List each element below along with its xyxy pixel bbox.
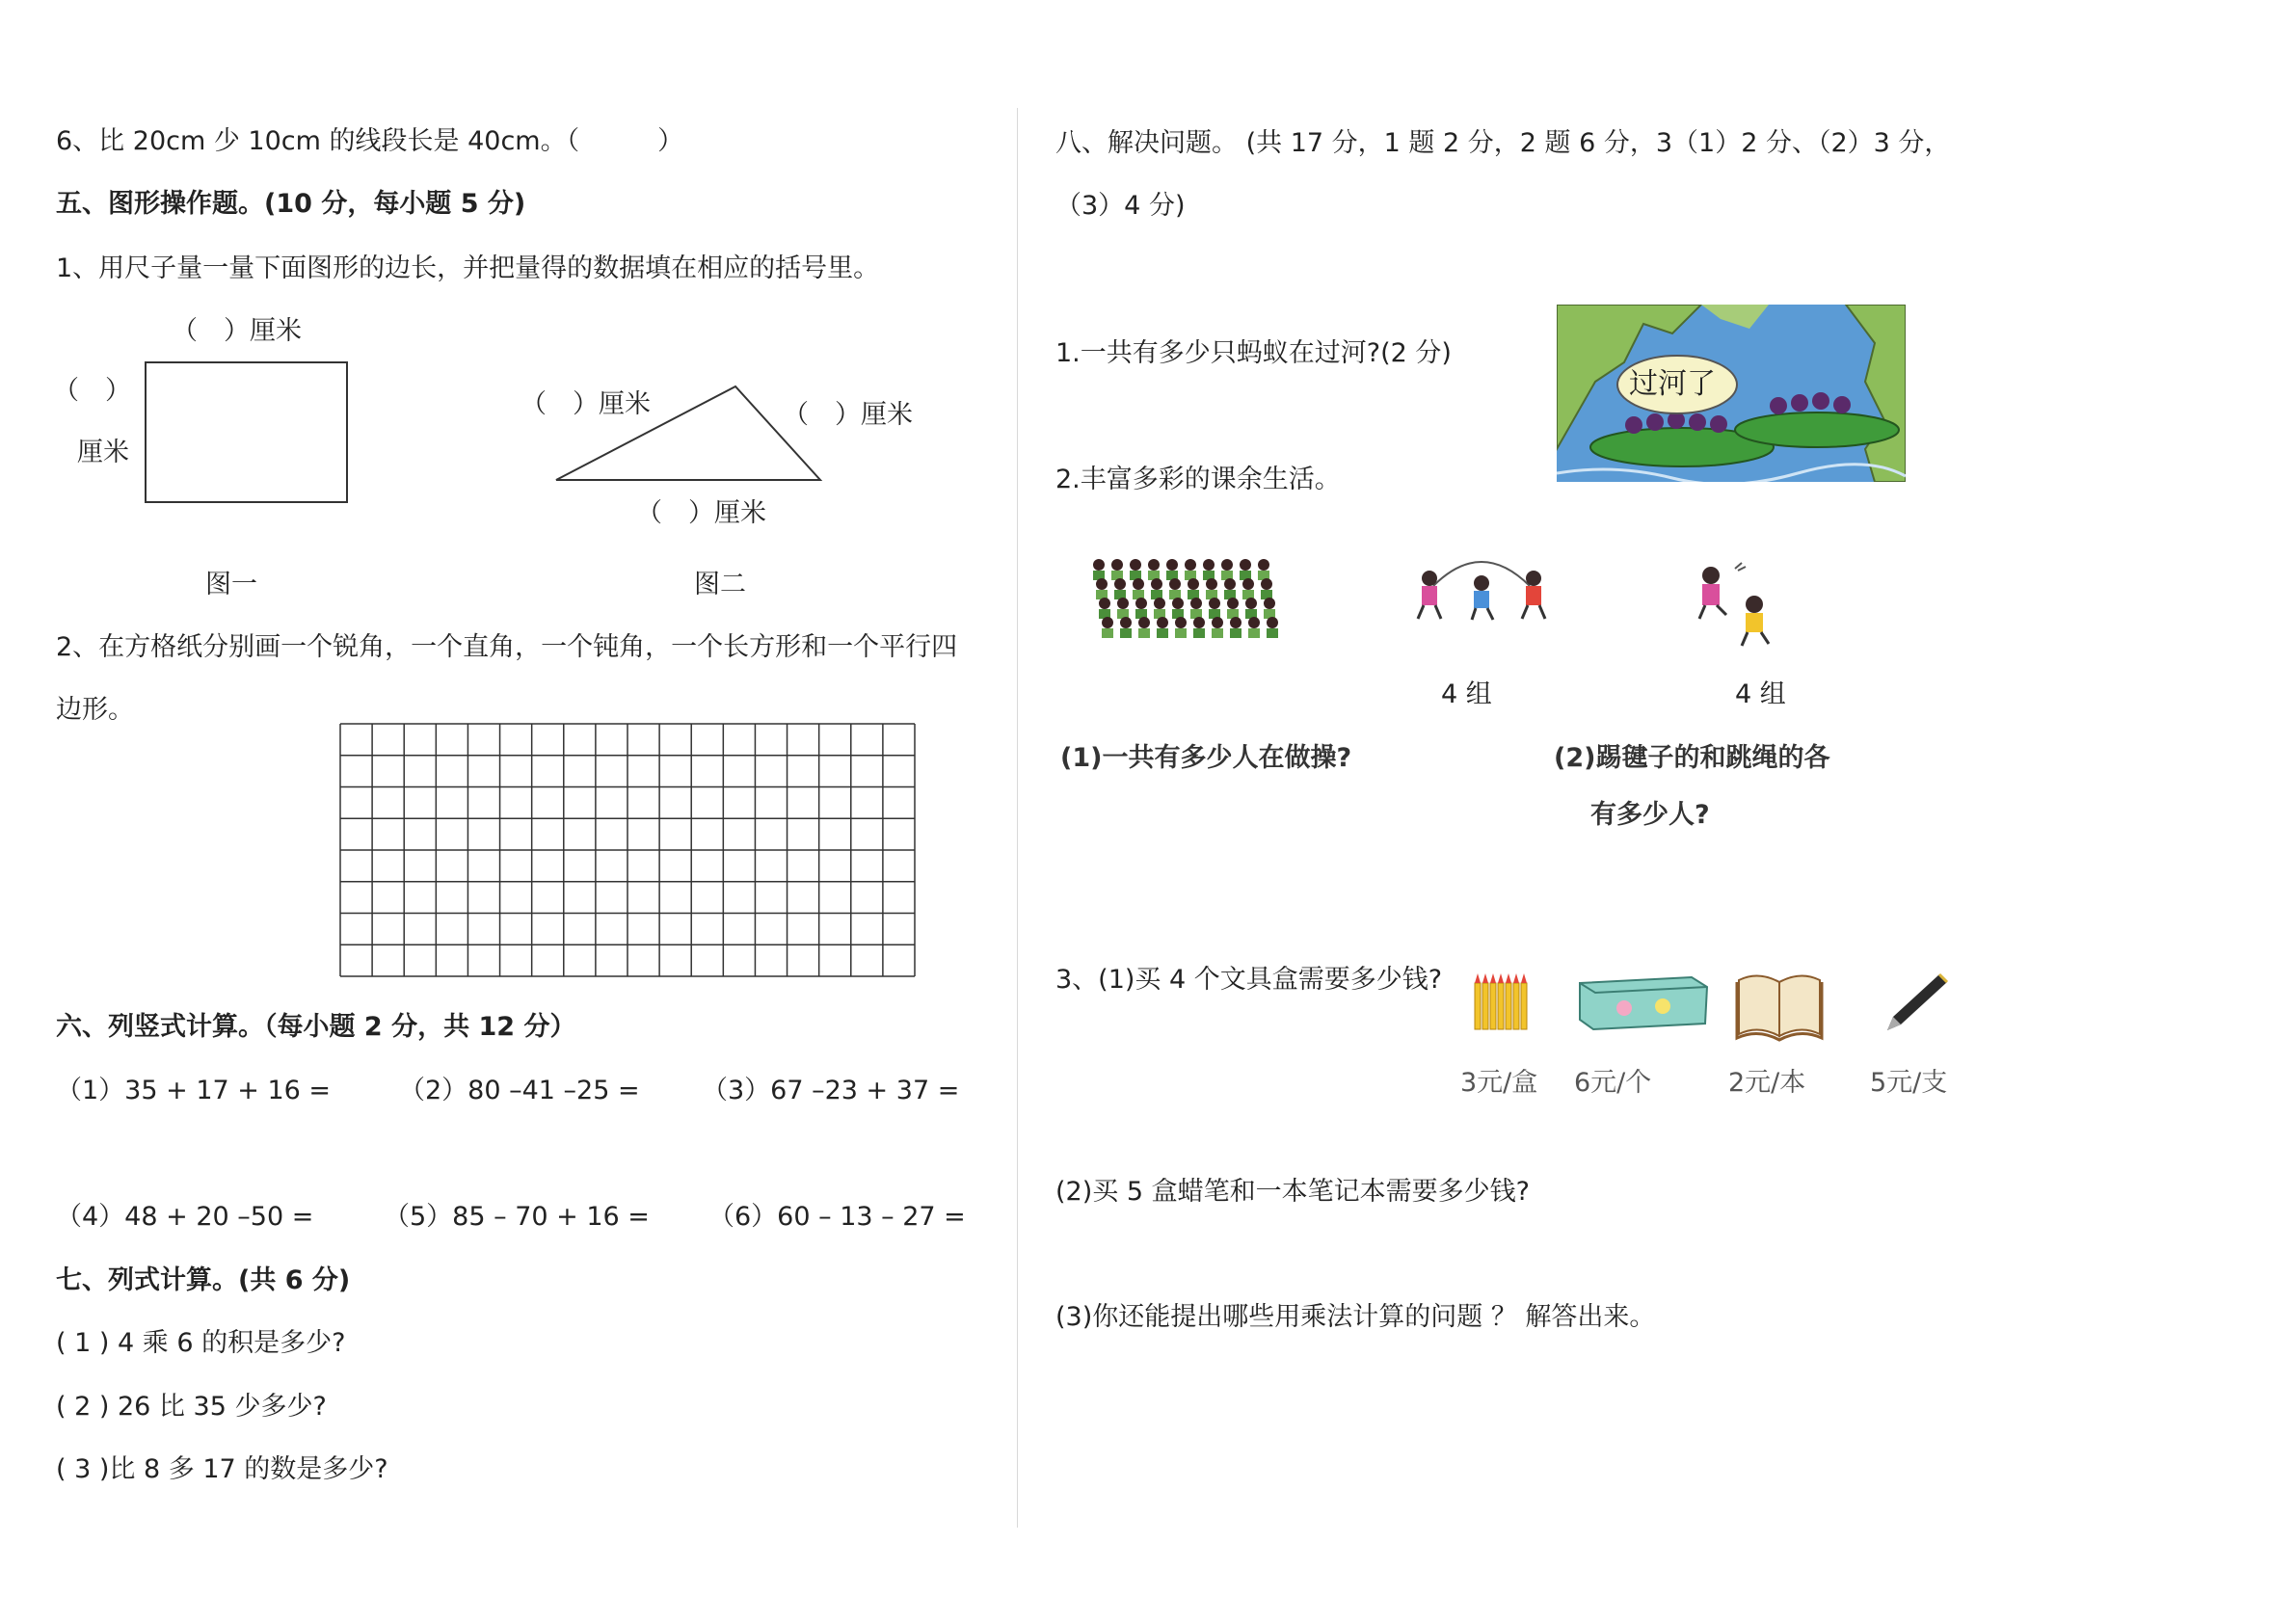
- student-figure: [1242, 578, 1254, 599]
- triangle-left-label: （ ）厘米: [521, 389, 651, 419]
- student-figure: [1133, 578, 1144, 599]
- student-figure: [1151, 578, 1162, 599]
- student-figure: [1185, 559, 1196, 580]
- student-figure: [1175, 617, 1187, 638]
- triangle-right-label: （ ）厘米: [783, 400, 913, 430]
- calc-item: （5）85 – 70 + 16 =: [384, 1202, 650, 1232]
- triangle-figure: [554, 385, 824, 483]
- rectangle-figure: [145, 361, 349, 504]
- group-label: 4 组: [1441, 679, 1492, 709]
- grid-paper: [338, 722, 917, 978]
- student-figure: [1245, 598, 1257, 619]
- triangle-bottom-label: （ ）厘米: [636, 498, 766, 528]
- question-6: 6、比 20cm 少 10cm 的线段长是 40cm。（ ）: [56, 126, 684, 156]
- student-figure: [1248, 617, 1260, 638]
- problem-3-1: 3、(1)买 4 个文具盒需要多少钱?: [1055, 965, 1443, 995]
- student-figure: [1240, 559, 1251, 580]
- student-figure: [1120, 617, 1132, 638]
- calc-item: （4）48 + 20 –50 =: [56, 1202, 314, 1232]
- student-figure: [1166, 559, 1178, 580]
- price-label: 2元/本: [1728, 1068, 1806, 1098]
- pen-image: [1880, 969, 1957, 1036]
- figure-2-caption: 图二: [694, 570, 746, 599]
- problem-2-sub-2-line1: (2)踢毽子的和跳绳的各: [1554, 743, 1830, 773]
- price-label: 3元/盒: [1460, 1068, 1538, 1098]
- student-figure: [1230, 617, 1241, 638]
- student-figure: [1138, 617, 1150, 638]
- section-6-title: 六、列竖式计算。（每小题 2 分，共 12 分）: [56, 1012, 576, 1042]
- student-figure: [1190, 598, 1202, 619]
- student-figure: [1135, 598, 1147, 619]
- price-label: 5元/支: [1870, 1068, 1948, 1098]
- problem-3-3: (3)你还能提出哪些用乘法计算的问题 ？ 解答出来。: [1055, 1302, 1656, 1332]
- pencil-case-image: [1576, 973, 1711, 1033]
- student-figure: [1193, 617, 1205, 638]
- section-8-title-line1: 八、解决问题。 (共 17 分，1 题 2 分，2 题 6 分，3（1）2 分、（2）3 分，: [1055, 128, 1951, 158]
- price-label: 6元/个: [1574, 1068, 1652, 1098]
- rect-left-paren: （ ）: [53, 376, 131, 406]
- notebook-image: [1735, 969, 1824, 1041]
- section-5-question-2-line1: 2、在方格纸分别画一个锐角，一个直角，一个钝角，一个长方形和一个平行四: [56, 632, 958, 662]
- section-7-item: ( 2 ) 26 比 35 少多少?: [56, 1392, 327, 1422]
- section-7-item: ( 1 ) 4 乘 6 的积是多少?: [56, 1328, 346, 1358]
- student-figure: [1114, 578, 1126, 599]
- ants-crossing-river-image: [1557, 305, 1906, 482]
- students-exercising-image: [1089, 557, 1287, 649]
- student-figure: [1221, 559, 1233, 580]
- section-5-question-2-line2: 边形。: [56, 695, 134, 725]
- problem-2-sub-2-line2: 有多少人?: [1590, 800, 1710, 830]
- calc-item: （2）80 –41 –25 =: [399, 1076, 640, 1105]
- student-figure: [1157, 617, 1168, 638]
- crayon-box-image: [1473, 973, 1531, 1031]
- section-5-question-1: 1、用尺子量一量下面图形的边长，并把量得的数据填在相应的括号里。: [56, 253, 880, 283]
- student-figure: [1203, 559, 1215, 580]
- student-figure: [1224, 578, 1236, 599]
- shuttlecock-kicking-image: [1692, 561, 1783, 648]
- section-8-title-line2: （3）4 分): [1055, 191, 1186, 221]
- ant-speech-bubble-text: 过河了: [1629, 367, 1716, 401]
- student-figure: [1267, 617, 1278, 638]
- calc-item: （3）67 –23 + 37 =: [702, 1076, 960, 1105]
- student-figure: [1264, 598, 1275, 619]
- problem-2-sub-1: (1)一共有多少人在做操?: [1060, 743, 1352, 773]
- student-figure: [1209, 598, 1220, 619]
- student-figure: [1188, 578, 1199, 599]
- rect-top-label: （ ）厘米: [172, 316, 302, 346]
- student-figure: [1099, 598, 1110, 619]
- student-figure: [1154, 598, 1165, 619]
- student-figure: [1111, 559, 1123, 580]
- student-figure: [1096, 578, 1108, 599]
- column-divider: [1017, 108, 1018, 1528]
- group-label: 4 组: [1735, 679, 1786, 709]
- section-7-item: ( 3 )比 8 多 17 的数是多少?: [56, 1454, 388, 1484]
- figure-1-caption: 图一: [205, 570, 257, 599]
- calc-item: （1）35 + 17 + 16 =: [56, 1076, 332, 1105]
- student-figure: [1261, 578, 1272, 599]
- section-7-title: 七、列式计算。(共 6 分): [56, 1265, 351, 1295]
- student-figure: [1206, 578, 1217, 599]
- problem-3-2: (2)买 5 盒蜡笔和一本笔记本需要多少钱?: [1055, 1177, 1530, 1207]
- problem-1: 1.一共有多少只蚂蚁在过河?(2 分): [1055, 338, 1452, 368]
- problem-2: 2.丰富多彩的课余生活。: [1055, 465, 1341, 494]
- rect-left-unit: 厘米: [77, 438, 129, 467]
- student-figure: [1227, 598, 1239, 619]
- section-5-title: 五、图形操作题。(10 分，每小题 5 分): [56, 189, 526, 219]
- student-figure: [1093, 559, 1105, 580]
- student-figure: [1102, 617, 1113, 638]
- student-figure: [1148, 559, 1160, 580]
- student-figure: [1258, 559, 1269, 580]
- student-figure: [1172, 598, 1184, 619]
- river-scene-illustration: [1557, 305, 1906, 482]
- student-figure: [1130, 559, 1141, 580]
- jump-rope-image: [1412, 559, 1557, 622]
- student-figure: [1169, 578, 1181, 599]
- student-figure: [1212, 617, 1223, 638]
- calc-item: （6）60 – 13 – 27 =: [708, 1202, 966, 1232]
- student-figure: [1117, 598, 1129, 619]
